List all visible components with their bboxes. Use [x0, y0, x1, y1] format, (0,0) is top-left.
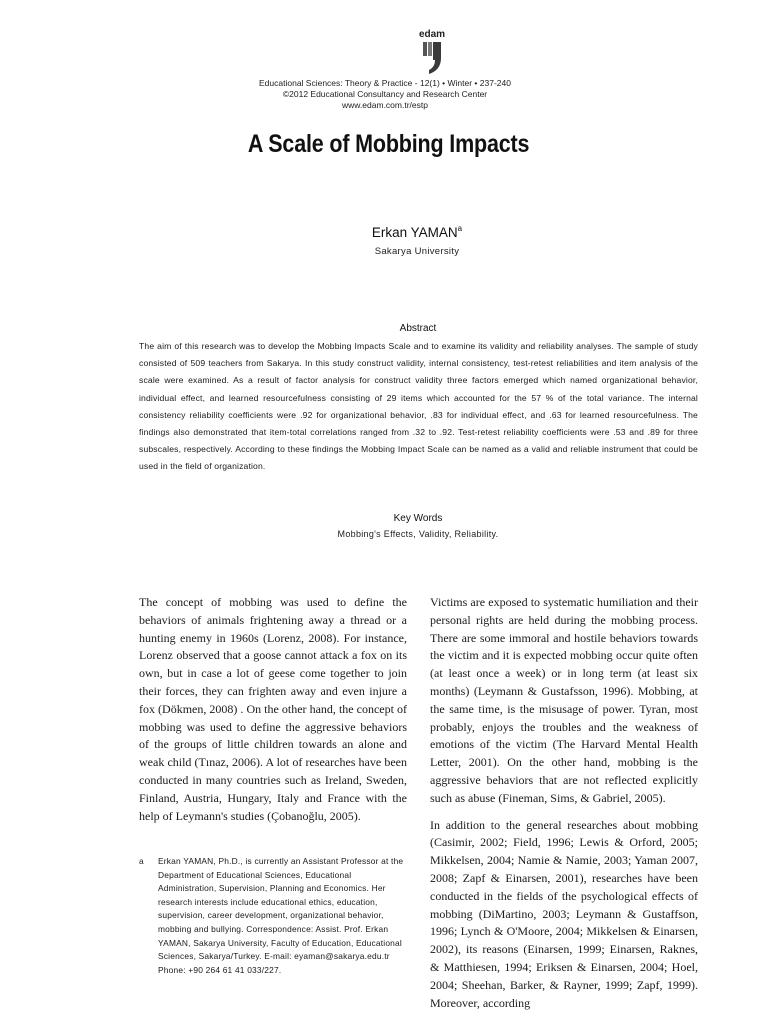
keywords-heading: Key Words: [393, 513, 443, 524]
body-paragraph: The concept of mobbing was used to define the behaviors of animals frightening away a thread or a hunting enemy in 1960s (Lorenz, 2008). For instance, Lorenz observed that a goose cannot attack a fox on its own, but in case a lot of geese come together to join their forces, they can frighten away and even injure a fox (Dökmen, 2008) . On the other hand, the concept of mobbing was used to define the aggressive behaviors of the groups of little children towards an alone and weak child (Tınaz, 2006). A lot of researches have been conducted in many countries such as Ireland, Sweden, Finland, Austria, Hungary, Italy and France with the help of Leymann's studies (Çobanoğlu, 2005).: [139, 595, 407, 823]
footnote-text: Erkan YAMAN, Ph.D., is currently an Assistant Professor at the Department of Educational Sciences, Educational Administration, Supervision, Planning and Economics. Her research interests include educational ethics, education, supervision, career development, organizational behavior, mobbing and bullying. Correspondence: Assist. Prof. Erkan YAMAN, Sakarya University, Faculty of Education, Educational Sciences, Sakarya/Turkey. E-mail: eyaman@sakarya.edu.tr Phone: +90 264 61 41 033/227.: [158, 856, 404, 975]
body-right-column: [430, 594, 698, 1012]
body-paragraph: In addition to the general researches about mobbing (Casimir, 2002; Field, 1996; Lewis & Orford, 2005; Mikkelsen, 2004; Namie & Namie, 2003; Yaman 2007, 2008; Zapf & Einarsen, 2001), researches have been conducted in the fields of the psychological effects of mobbing (DiMartino, 2003; Leymann & Gustaffson, 1996; Lynch & O'Moore, 2004; Mikkelsen & Einarsen, 2002), its reasons (Einarsen, 1999; Einarsen, Raknes, & Matthiesen, 1994; Eriksen & Einarsen, 2004; Hoel, 2004; Sheehan, Barker, & Rayner, 1999; Zapf, 1999). Moreover, according: [430, 817, 698, 1010]
article-title: A Scale of Mobbing Impacts: [247, 130, 530, 158]
author-marker: a: [457, 224, 463, 233]
journal-line: Educational Sciences: Theory & Practice - 12(1) • Winter • 237-240: [259, 78, 511, 88]
body-left-column: [139, 594, 407, 825]
footnote-marker: a: [139, 856, 144, 866]
abstract-heading: Abstract: [399, 323, 437, 334]
copyright-line: ©2012 Educational Consultancy and Research Center: [282, 89, 488, 99]
author-line: [0, 224, 768, 240]
journal-url: www.edam.com.tr/estp: [342, 100, 428, 110]
edam-logo-icon: [423, 40, 441, 74]
journal-info: [200, 78, 570, 111]
abstract-text: The aim of this research was to develop the Mobbing Impacts Scale and to examine its validity and reliability analyses. The sample of study consisted of 509 teachers from Sakarya. In this study construct validity, internal consistency, test-retest reliabilities and item analysis of the scale were examined. As a result of factor analysis for construct validity three factors emerged which named organizational behavior, individual effect, and learned resourcefulness consisting of 29 items which accounted for the 57 % of the total variance. The internal consistency reliability coefficients were .92 for organizational behavior, .83 for individual effect, and .63 for learned resourcefulness. The findings also demonstrated that item-total correlations ranged from .32 to .92. Test-retest reliability coefficients were .53 and .89 for three subscales, respectively. According to these findings the Mobbing Impact Scale can be named as a valid and reliable instrument that could be used in the field of organization.: [139, 341, 698, 472]
author-affiliation: Sakarya University: [374, 246, 460, 257]
logo-text: edam: [418, 29, 446, 40]
body-paragraph: Victims are exposed to systematic humiliation and their personal rights are held during the mobbing process. There are some immoral and hostile behaviors towards the victim and it is expected mobbing occur quite often (at least once a week) or in long term (at least six months) (Leymann & Gustafsson, 1996). Mobbing, at the same time, is the misusage of power. Tyran, most probably, enjoys the troubles and the weakness of emotions of the victim (The Harvard Mental Health Letter, 2001). On the other hand, mobbing is the aggressive behaviors that are not reflected explicitly such as abuse (Fineman, Sims, & Gabriel, 2005).: [430, 595, 698, 805]
journal-logo: [416, 30, 448, 74]
author-name: Erkan YAMAN: [371, 225, 458, 240]
author-footnote: [139, 855, 409, 977]
keywords-text: Mobbing's Effects, Validity, Reliability.: [337, 529, 499, 539]
